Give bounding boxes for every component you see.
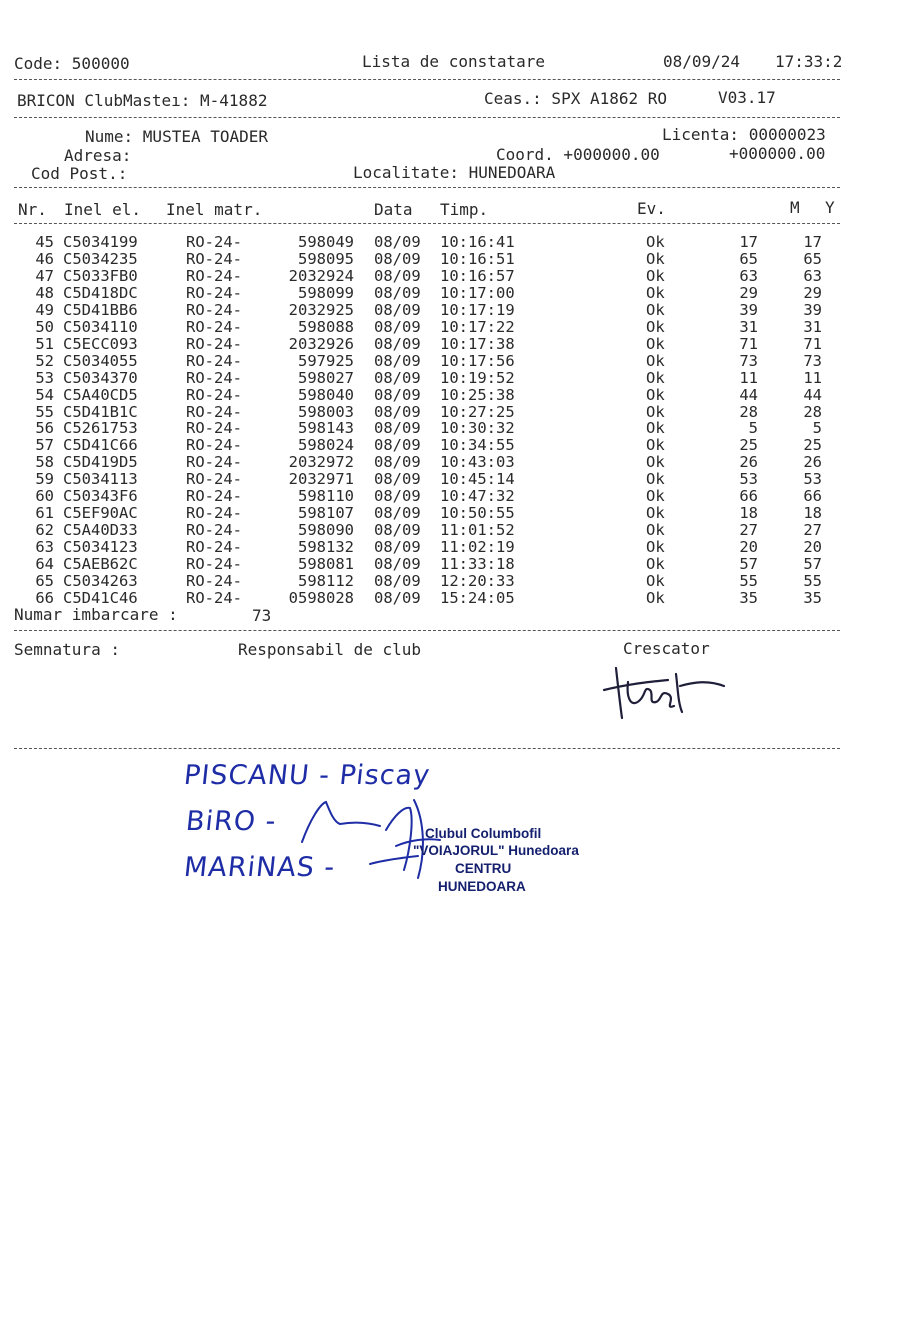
cell-m: 17	[739, 233, 758, 251]
cell-inel: C5034110	[63, 317, 138, 336]
cell-prefix: RO-24-	[186, 487, 242, 506]
cell-date: 08/09	[374, 385, 421, 404]
cell-matr: 598143	[298, 419, 354, 438]
cell-inel: C5261753	[63, 419, 138, 438]
table-row	[0, 302, 916, 319]
cell-ev: Ok	[646, 402, 665, 421]
cell-ev: Ok	[646, 555, 665, 574]
cell-date: 08/09	[374, 249, 421, 268]
column-header-y: Y	[825, 198, 835, 217]
cell-date: 08/09	[374, 521, 421, 540]
cell-date: 08/09	[374, 588, 421, 607]
cell-m: 53	[739, 470, 758, 489]
cell-y: 29	[803, 283, 822, 302]
cell-time: 10:43:03	[440, 453, 515, 472]
cell-prefix: RO-24-	[186, 436, 242, 455]
cell-inel: C5D419D5	[63, 453, 138, 472]
cell-date: 08/09	[374, 470, 421, 489]
cell-inel: C5D41B1C	[63, 402, 138, 421]
cell-matr: 598003	[298, 402, 354, 421]
cell-ev: Ok	[646, 538, 665, 557]
cell-m: 65	[739, 249, 758, 268]
cell-ev: Ok	[646, 233, 665, 251]
cell-ev: Ok	[646, 317, 665, 336]
cell-ev: Ok	[646, 572, 665, 590]
separator	[14, 630, 840, 631]
cell-prefix: RO-24-	[186, 249, 242, 268]
cell-y: 35	[803, 588, 822, 607]
cell-y: 53	[803, 470, 822, 489]
cell-prefix: RO-24-	[186, 300, 242, 319]
cell-prefix: RO-24-	[186, 572, 242, 590]
cell-matr: 2032925	[288, 300, 354, 319]
cell-matr: 598024	[298, 436, 354, 455]
separator	[14, 223, 840, 224]
cell-prefix: RO-24-	[186, 266, 242, 285]
stamp-line-3: CENTRU	[455, 861, 512, 876]
cell-time: 10:27:25	[440, 402, 515, 421]
cell-nr: 46	[35, 249, 54, 268]
cell-nr: 47	[35, 266, 54, 285]
cell-prefix: RO-24-	[186, 368, 242, 387]
cell-time: 10:30:32	[440, 419, 515, 438]
cell-time: 10:16:41	[440, 233, 515, 251]
boarding-count-label: Numar imbarcare :	[14, 605, 178, 624]
cell-m: 18	[739, 504, 758, 523]
cell-m: 66	[739, 487, 758, 506]
cell-date: 08/09	[374, 283, 421, 302]
cell-ev: Ok	[646, 588, 665, 607]
cell-y: 55	[803, 572, 822, 590]
cell-nr: 61	[35, 504, 54, 523]
cell-matr: 2032924	[288, 266, 354, 285]
cell-time: 11:01:52	[440, 521, 515, 540]
cell-date: 08/09	[374, 368, 421, 387]
cell-time: 10:17:56	[440, 351, 515, 370]
cell-time: 10:16:51	[440, 249, 515, 268]
cell-time: 10:34:55	[440, 436, 515, 455]
stamp-line-1: Clubul Columbofil	[425, 826, 542, 841]
cell-time: 11:02:19	[440, 538, 515, 557]
cell-ev: Ok	[646, 334, 665, 353]
stamp-line-2: "VOIAJORUL" Hunedoara	[413, 843, 579, 858]
cell-time: 12:20:33	[440, 572, 515, 590]
cell-m: 27	[739, 521, 758, 540]
cell-nr: 55	[35, 402, 54, 421]
cell-date: 08/09	[374, 504, 421, 523]
cell-matr: 598095	[298, 249, 354, 268]
cell-nr: 58	[35, 453, 54, 472]
owner-name: Nume: MUSTEA TOADER	[85, 127, 269, 146]
cell-m: 44	[739, 385, 758, 404]
table-row	[0, 488, 916, 505]
cell-time: 10:17:38	[440, 334, 515, 353]
table-row	[0, 234, 916, 251]
cell-nr: 50	[35, 317, 54, 336]
cell-prefix: RO-24-	[186, 538, 242, 557]
table-row	[0, 404, 916, 421]
cell-date: 08/09	[374, 266, 421, 285]
cell-ev: Ok	[646, 453, 665, 472]
coordinate-2: +000000.00	[729, 144, 826, 163]
breeder-label: Crescator	[623, 639, 710, 658]
cell-prefix: RO-24-	[186, 470, 242, 489]
cell-time: 10:45:14	[440, 470, 515, 489]
cell-inel: C5034199	[63, 233, 138, 251]
cell-inel: C5EF90AC	[63, 504, 138, 523]
cell-nr: 65	[35, 572, 54, 590]
cell-nr: 60	[35, 487, 54, 506]
cell-date: 08/09	[374, 419, 421, 438]
cell-time: 10:50:55	[440, 504, 515, 523]
cell-ev: Ok	[646, 266, 665, 285]
cell-prefix: RO-24-	[186, 453, 242, 472]
cell-matr: 2032972	[288, 453, 354, 472]
cell-m: 57	[739, 555, 758, 574]
cell-inel: C5034263	[63, 572, 138, 590]
cell-y: 18	[803, 504, 822, 523]
handwritten-name-2: BiRO -	[184, 806, 279, 837]
table-row	[0, 556, 916, 573]
cell-y: 26	[803, 453, 822, 472]
cell-date: 08/09	[374, 402, 421, 421]
cell-matr: 598090	[298, 521, 354, 540]
cell-prefix: RO-24-	[186, 233, 242, 251]
cell-y: 5	[812, 419, 822, 438]
cell-prefix: RO-24-	[186, 555, 242, 574]
cell-y: 57	[803, 555, 822, 574]
cell-inel: C5034055	[63, 351, 138, 370]
cell-y: 66	[803, 487, 822, 506]
cell-y: 11	[803, 368, 822, 387]
cell-matr: 598049	[298, 233, 354, 251]
license-number: Licenta: 00000023	[662, 125, 826, 144]
club-responsible-label: Responsabil de club	[238, 640, 422, 659]
cell-y: 28	[803, 402, 822, 421]
cell-y: 71	[803, 334, 822, 353]
cell-inel: C5AEB62C	[63, 555, 138, 574]
cell-matr: 2032971	[288, 470, 354, 489]
cell-nr: 57	[35, 436, 54, 455]
cell-nr: 54	[35, 385, 54, 404]
cell-m: 35	[739, 588, 758, 607]
table-row	[0, 336, 916, 353]
cell-m: 20	[739, 538, 758, 557]
table-row	[0, 471, 916, 488]
cell-time: 11:33:18	[440, 555, 515, 574]
cell-prefix: RO-24-	[186, 283, 242, 302]
cell-y: 73	[803, 351, 822, 370]
cell-y: 65	[803, 249, 822, 268]
cell-nr: 52	[35, 351, 54, 370]
cell-prefix: RO-24-	[186, 419, 242, 438]
cell-matr: 598040	[298, 385, 354, 404]
signature-label: Semnatura :	[14, 640, 120, 659]
cell-prefix: RO-24-	[186, 385, 242, 404]
cell-y: 31	[803, 317, 822, 336]
cell-date: 08/09	[374, 334, 421, 353]
cell-date: 08/09	[374, 436, 421, 455]
cell-inel: C5D41C46	[63, 588, 138, 607]
cell-prefix: RO-24-	[186, 504, 242, 523]
cell-ev: Ok	[646, 487, 665, 506]
column-header-nr: Nr.	[18, 200, 47, 219]
table-row	[0, 573, 916, 590]
postcode-label: Cod Post.:	[31, 164, 128, 183]
cell-ev: Ok	[646, 436, 665, 455]
cell-date: 08/09	[374, 453, 421, 472]
cell-inel: C5034370	[63, 368, 138, 387]
cell-inel: C5034113	[63, 470, 138, 489]
cell-time: 10:25:38	[440, 385, 515, 404]
cell-nr: 63	[35, 538, 54, 557]
separator	[14, 79, 840, 80]
cell-matr: 598112	[298, 572, 354, 590]
cell-nr: 49	[35, 300, 54, 319]
cell-matr: 598110	[298, 487, 354, 506]
separator	[14, 117, 840, 118]
table-row	[0, 387, 916, 404]
cell-matr: 598088	[298, 317, 354, 336]
cell-nr: 59	[35, 470, 54, 489]
cell-ev: Ok	[646, 300, 665, 319]
separator	[14, 187, 840, 188]
cell-time: 15:24:05	[440, 588, 515, 607]
cell-time: 10:19:52	[440, 368, 515, 387]
cell-date: 08/09	[374, 538, 421, 557]
handwritten-name-1: PISCANU - Piscay	[182, 760, 432, 791]
cell-y: 27	[803, 521, 822, 540]
cell-inel: C5034235	[63, 249, 138, 268]
cell-y: 20	[803, 538, 822, 557]
cell-matr: 0598028	[288, 588, 354, 607]
cell-inel: C5D418DC	[63, 283, 138, 302]
cell-matr: 597925	[298, 351, 354, 370]
cell-prefix: RO-24-	[186, 317, 242, 336]
cell-nr: 62	[35, 521, 54, 540]
cell-m: 28	[739, 402, 758, 421]
cell-time: 10:47:32	[440, 487, 515, 506]
cell-m: 29	[739, 283, 758, 302]
document-title: Lista de constatare	[362, 52, 546, 71]
cell-m: 11	[739, 368, 758, 387]
cell-m: 73	[739, 351, 758, 370]
table-row	[0, 285, 916, 302]
cell-ev: Ok	[646, 283, 665, 302]
code-label: Code: 500000	[14, 54, 130, 73]
table-row	[0, 268, 916, 285]
cell-matr: 2032926	[288, 334, 354, 353]
cell-prefix: RO-24-	[186, 402, 242, 421]
table-row	[0, 454, 916, 471]
cell-time: 10:17:00	[440, 283, 515, 302]
address-label: Adresa:	[64, 146, 132, 165]
cell-nr: 53	[35, 368, 54, 387]
cell-ev: Ok	[646, 470, 665, 489]
table-row	[0, 505, 916, 522]
device-label: BRICON ClubMasteı: M-41882	[17, 91, 268, 110]
table-row	[0, 370, 916, 387]
cell-matr: 598099	[298, 283, 354, 302]
cell-ev: Ok	[646, 385, 665, 404]
cell-inel: C5ECC093	[63, 334, 138, 353]
cell-m: 71	[739, 334, 758, 353]
column-header-data: Data	[374, 200, 413, 219]
cell-time: 10:17:22	[440, 317, 515, 336]
boarding-count-value: 73	[252, 606, 272, 625]
table-row	[0, 539, 916, 556]
separator	[14, 748, 840, 749]
cell-date: 08/09	[374, 572, 421, 590]
cell-m: 31	[739, 317, 758, 336]
cell-nr: 66	[35, 588, 54, 607]
cell-nr: 51	[35, 334, 54, 353]
cell-matr: 598081	[298, 555, 354, 574]
cell-date: 08/09	[374, 300, 421, 319]
cell-date: 08/09	[374, 487, 421, 506]
column-header-inel-el: Inel el.	[64, 200, 142, 219]
cell-prefix: RO-24-	[186, 351, 242, 370]
cell-inel: C5D41BB6	[63, 300, 138, 319]
cell-ev: Ok	[646, 351, 665, 370]
column-header-timp: Timp.	[440, 200, 489, 219]
table-row	[0, 251, 916, 268]
version-label: V03.17	[718, 88, 776, 107]
cell-y: 63	[803, 266, 822, 285]
handwritten-name-3: MARiNAS -	[182, 852, 337, 883]
stamp-line-4: HUNEDOARA	[438, 879, 526, 894]
cell-ev: Ok	[646, 249, 665, 268]
cell-nr: 56	[35, 419, 54, 438]
cell-nr: 64	[35, 555, 54, 574]
cell-inel: C50343F6	[63, 487, 138, 506]
cell-ev: Ok	[646, 504, 665, 523]
cell-matr: 598027	[298, 368, 354, 387]
cell-prefix: RO-24-	[186, 334, 242, 353]
cell-inel: C5033FB0	[63, 266, 138, 285]
table-row	[0, 522, 916, 539]
cell-date: 08/09	[374, 317, 421, 336]
cell-y: 17	[803, 233, 822, 251]
column-header-m: M	[790, 198, 800, 217]
cell-time: 10:16:57	[440, 266, 515, 285]
column-header-ev: Ev.	[637, 199, 666, 218]
cell-inel: C5034123	[63, 538, 138, 557]
cell-prefix: RO-24-	[186, 521, 242, 540]
cell-date: 08/09	[374, 233, 421, 251]
cell-m: 26	[739, 453, 758, 472]
cell-prefix: RO-24-	[186, 588, 242, 607]
header-date: 08/09/24	[663, 52, 741, 71]
coordinate-1: Coord. +000000.00	[496, 145, 660, 164]
table-row	[0, 437, 916, 454]
cell-m: 5	[748, 419, 758, 438]
cell-date: 08/09	[374, 555, 421, 574]
cell-y: 39	[803, 300, 822, 319]
cell-m: 39	[739, 300, 758, 319]
cell-m: 55	[739, 572, 758, 590]
cell-nr: 48	[35, 283, 54, 302]
cell-matr: 598132	[298, 538, 354, 557]
cell-time: 10:17:19	[440, 300, 515, 319]
locality-label: Localitate: HUNEDOARA	[353, 163, 556, 182]
cell-inel: C5A40D33	[63, 521, 138, 540]
clock-label: Ceas.: SPX A1862 RO	[484, 89, 668, 108]
cell-ev: Ok	[646, 521, 665, 540]
cell-y: 44	[803, 385, 822, 404]
cell-ev: Ok	[646, 368, 665, 387]
cell-m: 63	[739, 266, 758, 285]
cell-matr: 598107	[298, 504, 354, 523]
table-row	[0, 420, 916, 437]
cell-date: 08/09	[374, 351, 421, 370]
cell-m: 25	[739, 436, 758, 455]
table-row	[0, 319, 916, 336]
table-row	[0, 353, 916, 370]
cell-inel: C5D41C66	[63, 436, 138, 455]
cell-y: 25	[803, 436, 822, 455]
header-time: 17:33:2	[775, 52, 843, 71]
breeder-signature	[598, 660, 738, 724]
column-header-inel-matr: Inel matr.	[166, 200, 263, 219]
cell-ev: Ok	[646, 419, 665, 438]
cell-nr: 45	[35, 233, 54, 251]
cell-inel: C5A40CD5	[63, 385, 138, 404]
